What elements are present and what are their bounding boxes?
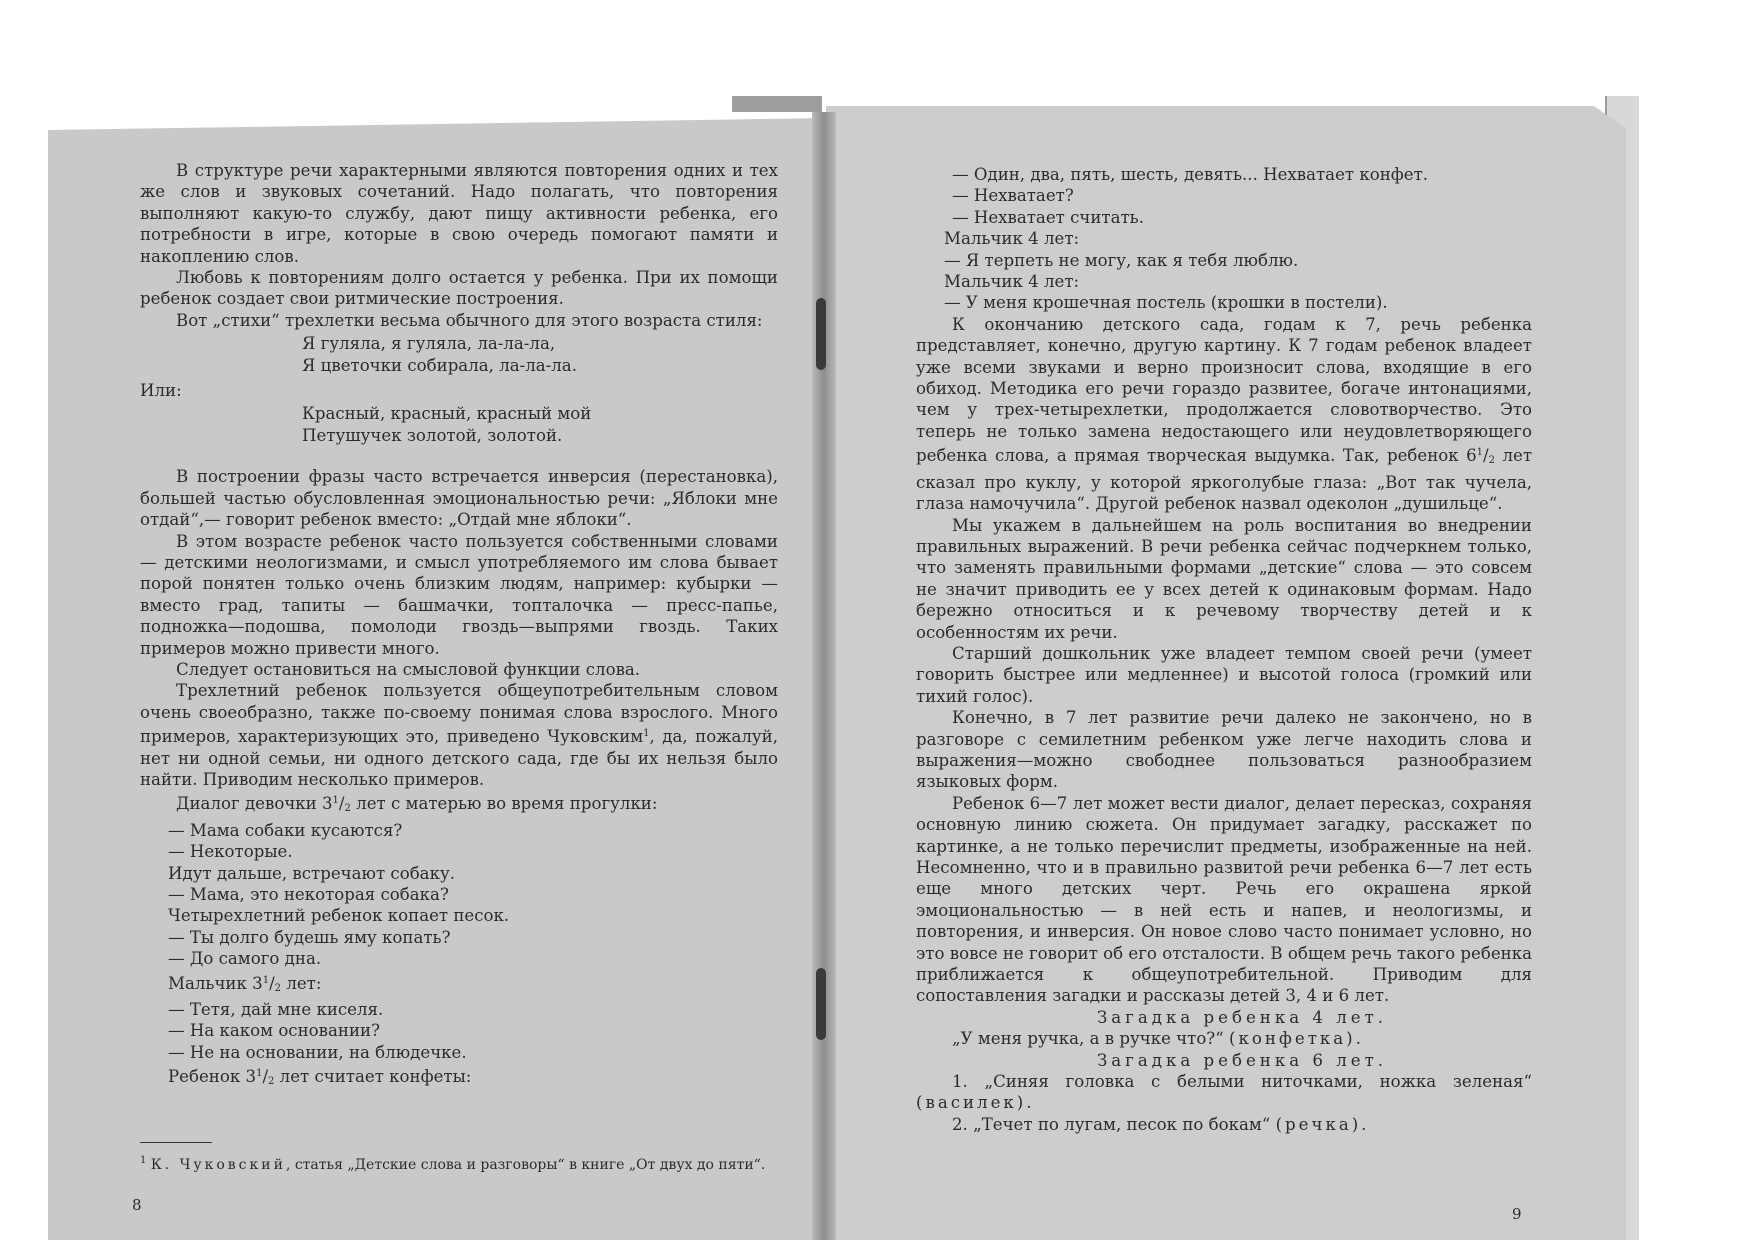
book-gutter [812, 112, 836, 1240]
paragraph: В структуре речи характерными являются повторения одних и тех же слов и звуковых сочетаний. Надо полагать, что повторения выполняют какую-то службу, дают пищу активности ребенка, его потребности в игре, которые в свою очередь помогают памяти и накоплению слов. [140, 161, 778, 266]
footnote-author: К. Чуковский [150, 1157, 286, 1173]
dialog-line: — Мама собаки кусаются? [168, 820, 403, 840]
dialog-line: — У меня крошечная постель (крошки в постели). [944, 293, 1388, 313]
spine-top-shadow [732, 96, 822, 112]
page-number-right: 9 [1512, 1205, 1522, 1223]
speaker-label: Мальчик $3^1/_2$ лет: [168, 973, 322, 994]
poem-2 [140, 403, 778, 446]
paragraph: Следует остановиться на смысловой функции слова. [176, 659, 641, 679]
footnote-ref: 1 [643, 728, 650, 740]
poem-line: Петушучек золотой, золотой. [302, 425, 563, 445]
speaker-label: Мальчик 4 лет: [944, 229, 1080, 249]
dialog-line: Идут дальше, встречают собаку. [168, 863, 455, 883]
dialog-line: — Тетя, дай мне киселя. [168, 1000, 384, 1020]
poem-line: Красный, красный, красный мой [302, 404, 592, 424]
speaker-label: Мальчик 4 лет: [944, 272, 1080, 292]
dialog-line: — До самого дна. [168, 949, 322, 969]
riddle-4: „У меня ручка, а в ручке что?“ (конфетка). [952, 1029, 1364, 1049]
riddle-6-item: 2. „Течет по лугам, песок по бокам“ (речка). [952, 1114, 1370, 1134]
riddle-6-title: Загадка ребенка 6 лет. [1096, 1050, 1388, 1070]
dialog-line: Четырехлетний ребенок копает песок. [168, 906, 510, 926]
paragraph-chukovsky: Трехлетний ребенок пользуется общеупотребительным словом очень своеобразно, также по-своему понимая слова взрослого. Много примеров, характеризующих это, приведено Чуковским$^1$, да, пожалуй, нет ни одной семьи, ни одного детского сада, где бы их нельзя было найти. Приводим несколько примеров. [140, 681, 778, 789]
paragraph: Вот „стихи“ трехлетки весьма обычного для этого возраста стиля: [176, 310, 763, 330]
paragraph: В этом возрасте ребенок часто пользуется собственными словами — детскими неологизмами, и смысл употребляемого им слова бывает порой понятен только очень близким людям, например: кубырки — вместо град, тапиты — башмачки, топталочка — пресс-папье, подножка—подошва, помолоди гвоздь—выпрями гвоздь. Таких примеров можно привести много. [140, 531, 778, 658]
paragraph: Старший дошкольник уже владеет темпом своей речи (умеет говорить быстрее или медленнее) и высотой голоса (громкий или тихий голос). [916, 643, 1532, 706]
dialog-line: — Не на основании, на блюдечке. [168, 1042, 467, 1062]
right-page-text [916, 164, 1532, 1135]
poem-1 [140, 333, 778, 376]
or-label: Или: [140, 381, 182, 401]
dialog-line: — Нехватает считать. [952, 207, 1144, 227]
staple-bottom [816, 968, 826, 1040]
page-number-left: 8 [132, 1196, 142, 1214]
paragraph: Ребенок 6—7 лет может вести диалог, делает пересказ, сохраняя основную линию сюжета. Он придумает загадку, расскажет по картинке, а не только перечислит предметы, изображенные на ней. Несомненно, что и в правильно развитой речи ребенка 6—7 лет есть еще много детских черт. Речь его окрашена яркой эмоциональностью — в ней есть и напев, и неологизмы, и повторения, и инверсия. Он новое слово часто понимает условно, но это вовсе не говорит об его отсталости. В общем речь такого ребенка приближается к общеупотребительной. Приводим для сопоставления загадки и рассказы детей 3, 4 и 6 лет. [916, 793, 1532, 1006]
poem-line: Я гуляла, я гуляла, ла-ла-ла, [302, 334, 556, 354]
dialog-line: — Один, два, пять, шесть, девять... Нехватает конфет. [952, 165, 1429, 184]
speaker-label: Ребенок $3^1/_2$ лет считает конфеты: [168, 1067, 472, 1088]
paragraph: Любовь к повторениям долго остается у ребенка. При их помощи ребенок создает свои ритмические построения. [140, 268, 778, 309]
dialog-line: — Нехватает? [952, 186, 1074, 206]
left-page-text [140, 160, 778, 1093]
paragraph: К окончанию детского сада, годам к 7, речь ребенка представляет, конечно, другую картину. К 7 годам ребенок владеет уже всеми звуками и верно произносит слова, входящие в его обиход. Методика его речи гораздо развитее, богаче интонациями, чем у трех-четырехлетки, продолжается словотворчество. Это теперь не только замена недостающего или неудовлетворяющего ребенка слова, а прямая творческая выдумка. Так, ребенок $6^1/_2$ лет сказал про куклу, у которой яркоголубые глаза: „Вот так чучела, глаза намочучила“. Другой ребенок назвал одеколон „душильце“. [916, 314, 1532, 514]
dialog-line: — Мама, это некоторая собака? [168, 885, 449, 904]
riddle-6-item: 1. „Синяя головка с белыми ниточками, ножка зеленая“ (василек). [916, 1072, 1532, 1113]
dialog-line: — Я терпеть не могу, как я тебя люблю. [944, 250, 1299, 270]
dialog-line: — На каком основании? [168, 1021, 380, 1041]
dialog-intro: Диалог девочки $3^1/_2$ лет с матерью во время прогулки: [176, 794, 658, 815]
dialog-line: — Некоторые. [168, 842, 293, 862]
staple-top [816, 298, 826, 370]
footnote: $^1$ К. Чуковский, статья „Детские слова и разговоры“ в книге „От двух до пяти“. [140, 1155, 766, 1173]
paragraph: Конечно, в 7 лет развитие речи далеко не закончено, но в разговоре с семилетним ребенком уже легче находить слова и выражения—можно свободнее пользоваться разнообразием языковых форм. [916, 708, 1532, 792]
paragraph: Мы укажем в дальнейшем на роль воспитания во внедрении правильных выражений. В речи ребенка сейчас подчеркнем только, что заменять правильными формами „детские“ слова — это совсем не значит приводить ее у всех детей к одинаковым формам. Надо бережно относиться и к речевому творчеству детей и к особенностям их речи. [916, 515, 1532, 642]
poem-line: Я цветочки собирала, ла-ла-ла. [302, 355, 577, 375]
riddle-4-title: Загадка ребенка 4 лет. [1096, 1007, 1388, 1027]
dialog-line: — Ты долго будешь яму копать? [168, 927, 451, 947]
paragraph: В построении фразы часто встречается инверсия (перестановка), большей частью обусловленная эмоциональностью речи: „Яблоки мне отдай“,— говорит ребенок вместо: „Отдай мне яблоки“. [140, 467, 778, 530]
footnote-divider [140, 1142, 212, 1143]
